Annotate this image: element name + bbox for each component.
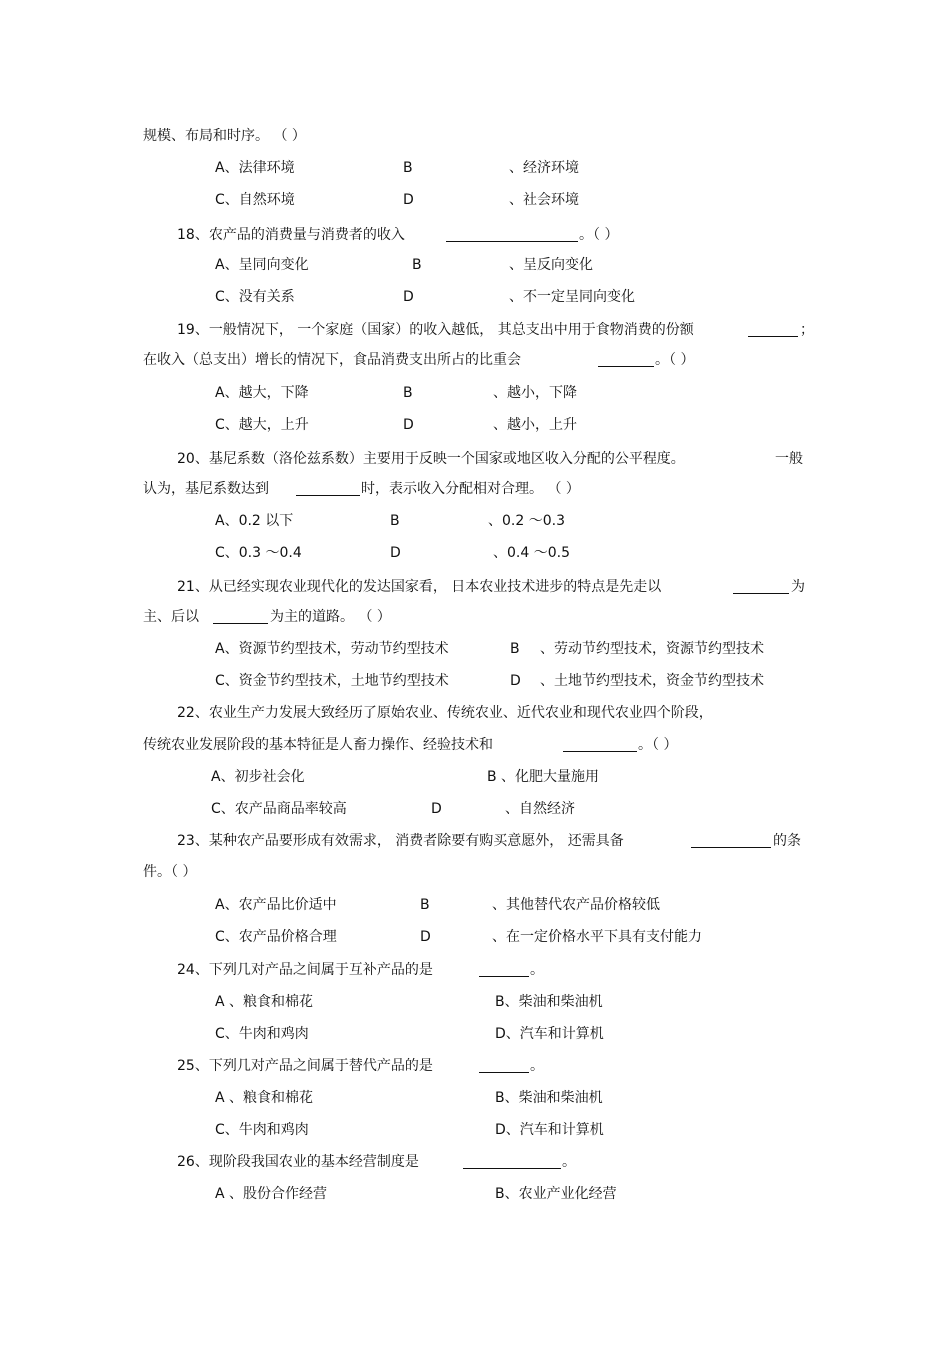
option-b: 、越小，下降	[493, 385, 577, 401]
option-b-letter: B	[390, 513, 400, 529]
option-d: 、社会环境	[509, 192, 579, 208]
answer-blank	[446, 241, 578, 242]
option-a: A、0.2 以下	[215, 513, 294, 529]
question-19-line2: 在收入（总支出）增长的情况下，食品消费支出所占的比重会	[143, 352, 521, 368]
option-a: A 、粮食和棉花	[215, 1090, 314, 1106]
option-d: D、汽车和计算机	[495, 1026, 604, 1042]
question-22-line2: 传统农业发展阶段的基本特征是人畜力操作、经验技术和	[143, 737, 493, 753]
option-a: A、越大，下降	[215, 385, 309, 401]
question-25-end: 。	[530, 1058, 544, 1074]
option-a: A、法律环境	[215, 160, 295, 176]
question-23-line2: 件。（ ）	[143, 864, 197, 880]
option-c: C、农产品商品率较高	[211, 801, 347, 817]
question-18: 18、农产品的消费量与消费者的收入	[177, 227, 405, 243]
option-d: 、土地节约型技术，资金节约型技术	[540, 673, 764, 689]
answer-blank	[296, 495, 360, 496]
option-a: A、资源节约型技术，劳动节约型技术	[215, 641, 449, 657]
question-20-end: 一般	[775, 451, 803, 467]
option-c: C、农产品价格合理	[215, 929, 337, 945]
question-26-end: 。	[562, 1154, 576, 1170]
option-d-letter: D	[403, 417, 414, 433]
option-b: 、其他替代农产品价格较低	[492, 897, 660, 913]
question-19-end2: 。（ ）	[655, 352, 695, 368]
option-d: 、越小，上升	[493, 417, 577, 433]
option-c: C、0.3 ～0.4	[215, 545, 302, 561]
question-18-end: 。（ ）	[579, 227, 619, 243]
question-23: 23、某种农产品要形成有效需求， 消费者除要有购买意愿外， 还需具备	[177, 833, 624, 849]
option-d: 、0.4 ～0.5	[493, 545, 570, 561]
answer-blank	[479, 976, 529, 977]
option-a: A、农产品比价适中	[215, 897, 337, 913]
question-22-end: 。（ ）	[638, 737, 678, 753]
option-c: C、资金节约型技术，土地节约型技术	[215, 673, 449, 689]
option-d-letter: D	[431, 801, 442, 817]
question-20-line2: 认为，基尼系数达到	[143, 481, 269, 497]
question-22: 22、农业生产力发展大致经历了原始农业、传统农业、近代农业和现代农业四个阶段，	[177, 705, 713, 721]
question-19: 19、一般情况下， 一个家庭（国家）的收入越低， 其总支出中用于食物消费的份额	[177, 322, 694, 338]
option-c: C、牛肉和鸡肉	[215, 1122, 309, 1138]
option-c: C、牛肉和鸡肉	[215, 1026, 309, 1042]
question-20-rest: 时，表示收入分配相对合理。 （ ）	[361, 481, 580, 497]
option-b: 、经济环境	[509, 160, 579, 176]
option-b-letter: B	[403, 160, 413, 176]
answer-blank	[563, 751, 637, 752]
option-c: C、没有关系	[215, 289, 295, 305]
question-25: 25、下列几对产品之间属于替代产品的是	[177, 1058, 433, 1074]
option-d-letter: D	[390, 545, 401, 561]
question-21: 21、从已经实现农业现代化的发达国家看， 日本农业技术进步的特点是先走以	[177, 579, 662, 595]
option-a: A 、股份合作经营	[215, 1186, 328, 1202]
option-d-letter: D	[420, 929, 431, 945]
answer-blank	[479, 1072, 529, 1073]
option-d: 、自然经济	[505, 801, 575, 817]
option-b-letter: B	[412, 257, 422, 273]
answer-blank	[463, 1168, 561, 1169]
option-a: A 、粮食和棉花	[215, 994, 314, 1010]
question-24: 24、下列几对产品之间属于互补产品的是	[177, 962, 433, 978]
answer-blank	[691, 847, 771, 848]
option-b-letter: B	[403, 385, 413, 401]
option-b: B、柴油和柴油机	[495, 994, 603, 1010]
question-21-end: 为	[791, 579, 805, 595]
answer-blank	[748, 336, 798, 337]
option-b: 、0.2 ～0.3	[488, 513, 565, 529]
option-b: 、呈反向变化	[509, 257, 593, 273]
option-c: C、越大，上升	[215, 417, 309, 433]
option-b: B、农业产业化经营	[495, 1186, 617, 1202]
question-24-end: 。	[530, 962, 544, 978]
question-text: 规模、布局和时序。 （ ）	[143, 128, 306, 144]
question-23-end: 的条	[773, 833, 801, 849]
option-a: A、初步社会化	[211, 769, 305, 785]
option-d: 、在一定价格水平下具有支付能力	[492, 929, 702, 945]
question-21-line2: 主、后以	[143, 609, 199, 625]
answer-blank	[733, 593, 789, 594]
option-d: 、不一定呈同向变化	[509, 289, 635, 305]
option-b: 、劳动节约型技术，资源节约型技术	[540, 641, 764, 657]
question-21-rest: 为主的道路。 （ ）	[270, 609, 391, 625]
question-26: 26、现阶段我国农业的基本经营制度是	[177, 1154, 419, 1170]
question-19-end: ；	[800, 322, 814, 338]
option-b: B、柴油和柴油机	[495, 1090, 603, 1106]
option-d: D、汽车和计算机	[495, 1122, 604, 1138]
question-20: 20、基尼系数（洛伦兹系数）主要用于反映一个国家或地区收入分配的公平程度。	[177, 451, 685, 467]
option-c: C、自然环境	[215, 192, 295, 208]
option-a: A、呈同向变化	[215, 257, 309, 273]
option-b-letter: B	[420, 897, 430, 913]
option-d-letter: D	[510, 673, 521, 689]
option-b: B 、化肥大量施用	[487, 769, 600, 785]
answer-blank	[213, 623, 268, 624]
option-b-letter: B	[510, 641, 520, 657]
option-d-letter: D	[403, 289, 414, 305]
option-d-letter: D	[403, 192, 414, 208]
answer-blank	[598, 366, 654, 367]
